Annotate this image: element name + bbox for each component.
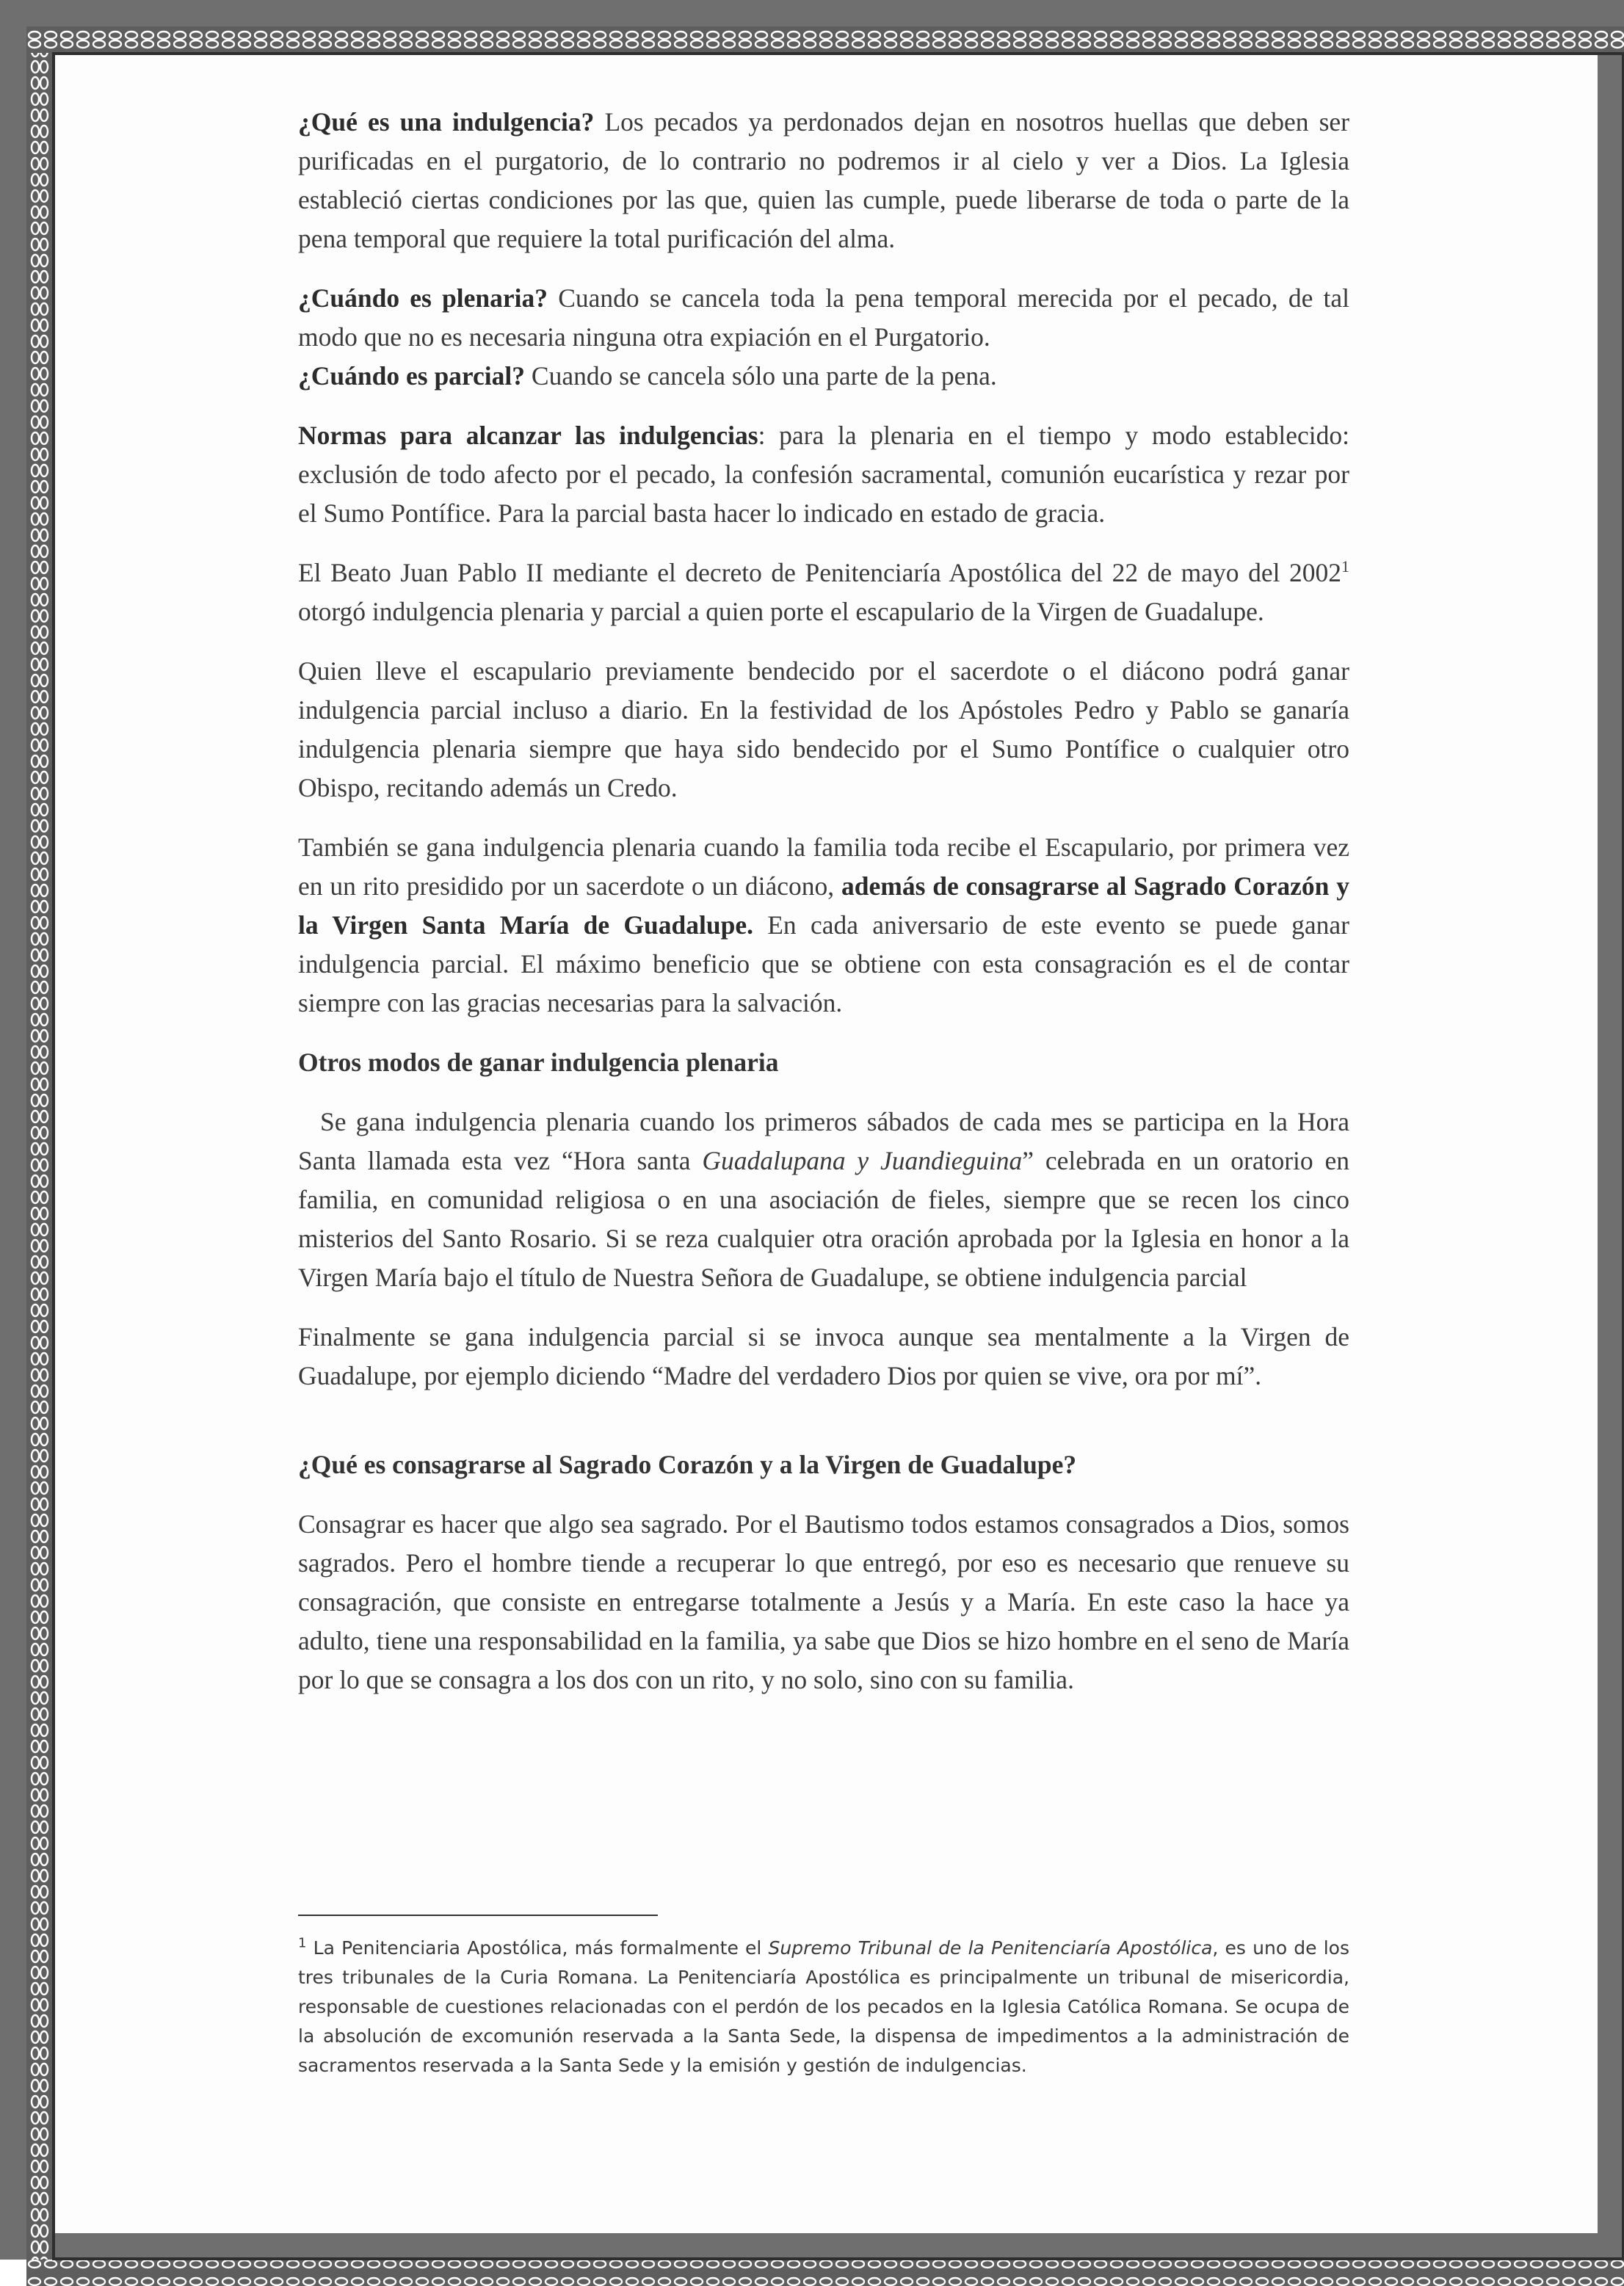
heading-consagrarse: ¿Qué es consagrarse al Sagrado Corazón y a la Virgen de Guadalupe?: [298, 1450, 1077, 1479]
answer-parcial: Cuando se cancela sólo una parte de la pena.: [525, 361, 997, 391]
footnote-number: 1: [298, 1935, 307, 1951]
answer-plenaria: Cuando se cancela toda la pena temporal merecida por el pecado, de tal modo que no es necesaria ninguna otra expiación en el Purgatorio.: [298, 283, 1349, 352]
text-tambien-bold: además de consagrarse al Sagrado Corazón y la Virgen Santa María de Guadalupe.: [298, 871, 1349, 940]
footnote: [298, 1934, 1349, 2080]
paragraph-normas: [298, 416, 1349, 533]
text-tambien-a: También se gana indulgencia plenaria cuando la familia toda recibe el Escapulario, por primera vez en un rito presidido por un sacerdote o un diácono,: [298, 832, 1349, 901]
paragraph-plenaria: [298, 279, 1349, 357]
answer-indulgencia: Los pecados ya perdonados dejan en nosotros huellas que deben ser purificadas en el purgatorio, de lo contrario no podremos ir al cielo y ver a Dios. La Iglesia estableció ciertas condiciones por las que, quien las cumple, puede liberarse de toda o parte de la pena temporal que requiere la total purificación del alma.: [298, 107, 1349, 253]
paragraph-tambien: [298, 828, 1349, 1023]
heading-normas: Normas para alcanzar las indulgencias: [298, 421, 758, 450]
heading-otros-modos: Otros modos de ganar indulgencia plenaria: [298, 1048, 779, 1077]
paragraph-consagrarse: Consagrar es hacer que algo sea sagrado. Por el Bautismo todos estamos consagrados a Dios, somos sagrados. Pero el hombre tiende a recuperar lo que entregó, por eso es necesario que renueve su consagración, que consiste en entregarse totalmente a Jesús y a María. En este caso la hace ya adulto, tiene una responsabilidad en la familia, ya sabe que Dios se hizo hombre en el seno de María por lo que se consagra a los dos con un rito, y no solo, sino con su familia.: [298, 1509, 1349, 1694]
text-otros-a: Se gana indulgencia plenaria cuando los primeros sábados de cada mes se participa en la Hora Santa llamada esta vez “Hora santa: [298, 1107, 1349, 1175]
spacer: [298, 1416, 1349, 1445]
text-otros-italic: Guadalupana y Juandieguina: [702, 1146, 1023, 1175]
footnote-divider: [298, 1915, 658, 1916]
footnote-text-b: , es uno de los tres tribunales de la Curia Romana. La Penitenciaría Apostólica es principalmente un tribunal de misericordia, responsable de cuestiones relacionadas con el perdón de los pecados en la Iglesia Católica Romana. Se ocupa de la absolución de excomunión reservada a la Santa Sede, la dispensa de impedimentos a la administración de sacramentos reservada a la Santa Sede y la emisión y gestión de indulgencias.: [298, 1937, 1349, 2076]
text-beato-b: otorgó indulgencia plenaria y parcial a quien porte el escapulario de la Virgen de Guadalupe.: [298, 597, 1264, 626]
text-normas: : para la plenaria en el tiempo y modo establecido: exclusión de todo afecto por el pecado, la confesión sacramental, comunión eucarística y rezar por el Sumo Pontífice. Para la parcial basta hacer lo indicado en estado de gracia.: [298, 421, 1350, 528]
paragraph-parcial: [298, 357, 1349, 396]
question-indulgencia: ¿Qué es una indulgencia?: [298, 107, 595, 137]
text-otros-b: ” celebrada en un oratorio en familia, en comunidad religiosa o en una asociación de fieles, siempre que se recen los cinco misterios del Santo Rosario. Si se reza cualquier otra oración aprobada por la Iglesia en honor a la Virgen María bajo el título de Nuestra Señora de Guadalupe, se obtiene indulgencia parcial: [298, 1146, 1349, 1292]
text-beato-a: El Beato Juan Pablo II mediante el decreto de Penitenciaría Apostólica del 22 de mayo del 2002: [298, 558, 1341, 587]
footnote-text-a: La Penitenciaria Apostólica, más formalmente el: [306, 1937, 769, 1959]
paragraph-finalmente: Finalmente se gana indulgencia parcial si se invoca aunque sea mentalmente a la Virgen de Guadalupe, por ejemplo diciendo “Madre del verdadero Dios por quien se vive, ora por mí”.: [298, 1322, 1349, 1390]
paragraph-beato: [298, 554, 1349, 631]
footnote-ref: 1: [1341, 557, 1349, 576]
document-body: [298, 103, 1349, 1720]
question-parcial: ¿Cuándo es parcial?: [298, 361, 526, 391]
paragraph-indulgencia: [298, 103, 1349, 258]
question-plenaria: ¿Cuándo es plenaria?: [298, 283, 548, 313]
paragraph-otros: [298, 1103, 1349, 1297]
text-tambien-b: En cada aniversario de este evento se puede ganar indulgencia parcial. El máximo beneficio que se obtiene con esta consagración es el de contar siempre con las gracias necesarias para la salvación.: [298, 910, 1349, 1017]
paragraph-quien: Quien lleve el escapulario previamente bendecido por el sacerdote o el diácono podrá ganar indulgencia parcial incluso a diario. En la festividad de los Apóstoles Pedro y Pablo se ganaría indulgencia plenaria siempre que haya sido bendecido por el Sumo Pontífice o cualquier otro Obispo, recitando además un Credo.: [298, 656, 1349, 802]
footnote-text-italic: Supremo Tribunal de la Penitenciaría Apostólica: [768, 1937, 1213, 1959]
